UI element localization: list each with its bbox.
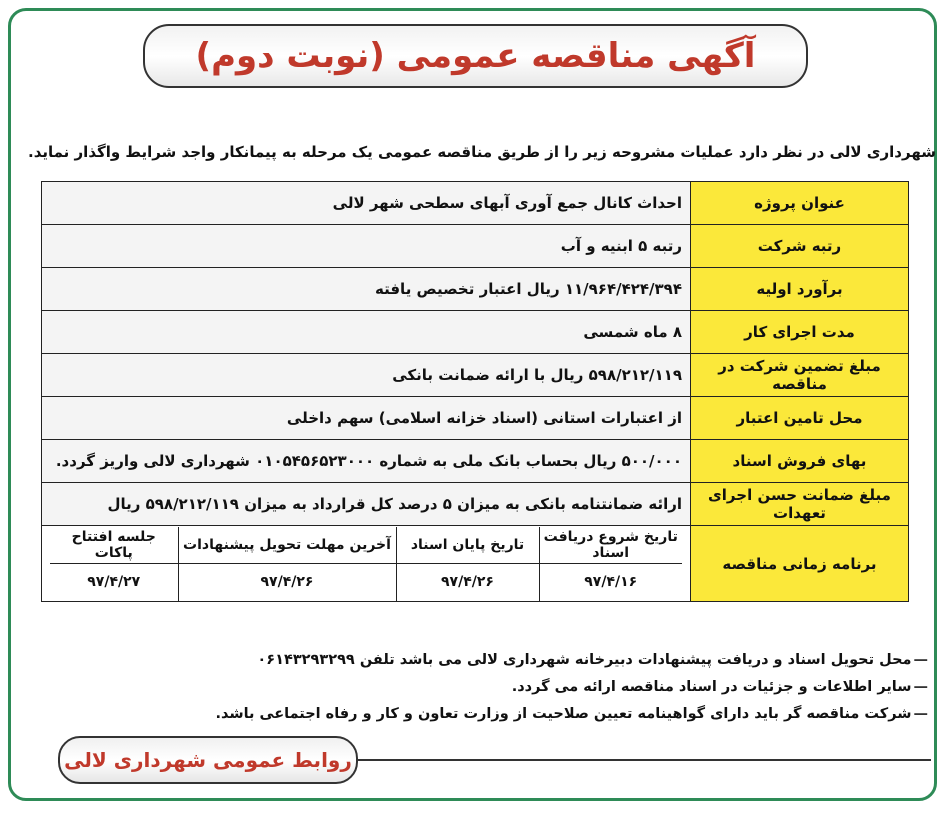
tender-details-table (41, 181, 909, 602)
note-item: — شرکت مناقصه گر باید دارای گواهینامه تعیین صلاحیت از وزارت تعاون و کار و رفاه اجتماعی باشد. (310, 701, 928, 728)
table-row (42, 354, 909, 397)
table-row (42, 182, 909, 225)
note-item: — محل تحویل اسناد و دریافت پیشنهادات دبیرخانه شهرداری لالی می باشد تلفن ۰۶۱۴۳۲۹۳۲۹۹ (310, 647, 928, 674)
row-label: رتبه شرکت (691, 225, 909, 268)
schedule-cell (42, 526, 691, 602)
row-label: عنوان پروژه (691, 182, 909, 225)
note-item: — سایر اطلاعات و جزئیات در اسناد مناقصه ارائه می گردد. (310, 674, 928, 701)
schedule-row (42, 526, 909, 602)
row-label: برآورد اولیه (691, 268, 909, 311)
table-row (42, 397, 909, 440)
row-value: ۵۹۸/۲۱۲/۱۱۹ ریال با ارائه ضمانت بانکی (42, 354, 691, 397)
schedule-date: ۹۷/۴/۲۶ (178, 564, 396, 601)
schedule-header: تاریخ شروع دریافت اسناد (539, 527, 682, 564)
row-value: ۸ ماه شمسی (42, 311, 691, 354)
schedule-header: آخرین مهلت تحویل پیشنهادات (178, 527, 396, 564)
table-row (42, 483, 909, 526)
table-row (42, 311, 909, 354)
row-label: بهای فروش اسناد (691, 440, 909, 483)
row-value: ۱۱/۹۶۴/۴۲۴/۳۹۴ ریال اعتبار تخصیص یافته (42, 268, 691, 311)
row-value: احداث کانال جمع آوری آبهای سطحی شهر لالی (42, 182, 691, 225)
title-banner (143, 24, 808, 88)
footer-divider (358, 759, 931, 761)
row-value: ارائه ضمانتنامه بانکی به میزان ۵ درصد کل قرارداد به میزان ۵۹۸/۲۱۲/۱۱۹ ریال (42, 483, 691, 526)
table-row (42, 225, 909, 268)
schedule-date: ۹۷/۴/۲۶ (396, 564, 539, 601)
footer-banner (58, 736, 358, 784)
row-value: ۵۰۰/۰۰۰ ریال بحساب بانک ملی به شماره ۰۱۰۵۴۵۶۵۲۳۰۰۰ شهرداری لالی واریز گردد. (42, 440, 691, 483)
intro-text: شهرداری لالی در نظر دارد عملیات مشروحه زیر را از طریق مناقصه عمومی یک مرحله به پیمانکار واجد شرایط واگذار نماید. (28, 143, 936, 161)
schedule-date: ۹۷/۴/۲۷ (50, 564, 178, 601)
schedule-table (50, 527, 682, 601)
page-title: آگهی مناقصه عمومی (نوبت دوم) (195, 36, 756, 76)
row-label: محل تامین اعتبار (691, 397, 909, 440)
table-row (42, 268, 909, 311)
footer-text: روابط عمومی شهرداری لالی (64, 748, 352, 772)
schedule-label: برنامه زمانی مناقصه (691, 526, 909, 602)
table-row (42, 440, 909, 483)
row-value: از اعتبارات استانی (اسناد خزانه اسلامی) سهم داخلی (42, 397, 691, 440)
row-value: رتبه ۵ ابنیه و آب (42, 225, 691, 268)
row-label: مبلغ ضمانت حسن اجرای تعهدات (691, 483, 909, 526)
schedule-header: تاریخ پایان اسناد (396, 527, 539, 564)
schedule-date: ۹۷/۴/۱۶ (539, 564, 682, 601)
row-label: مبلغ تضمین شرکت در مناقصه (691, 354, 909, 397)
schedule-header: جلسه افتتاح پاکات (50, 527, 178, 564)
row-label: مدت اجرای کار (691, 311, 909, 354)
notes-list (215, 647, 928, 728)
